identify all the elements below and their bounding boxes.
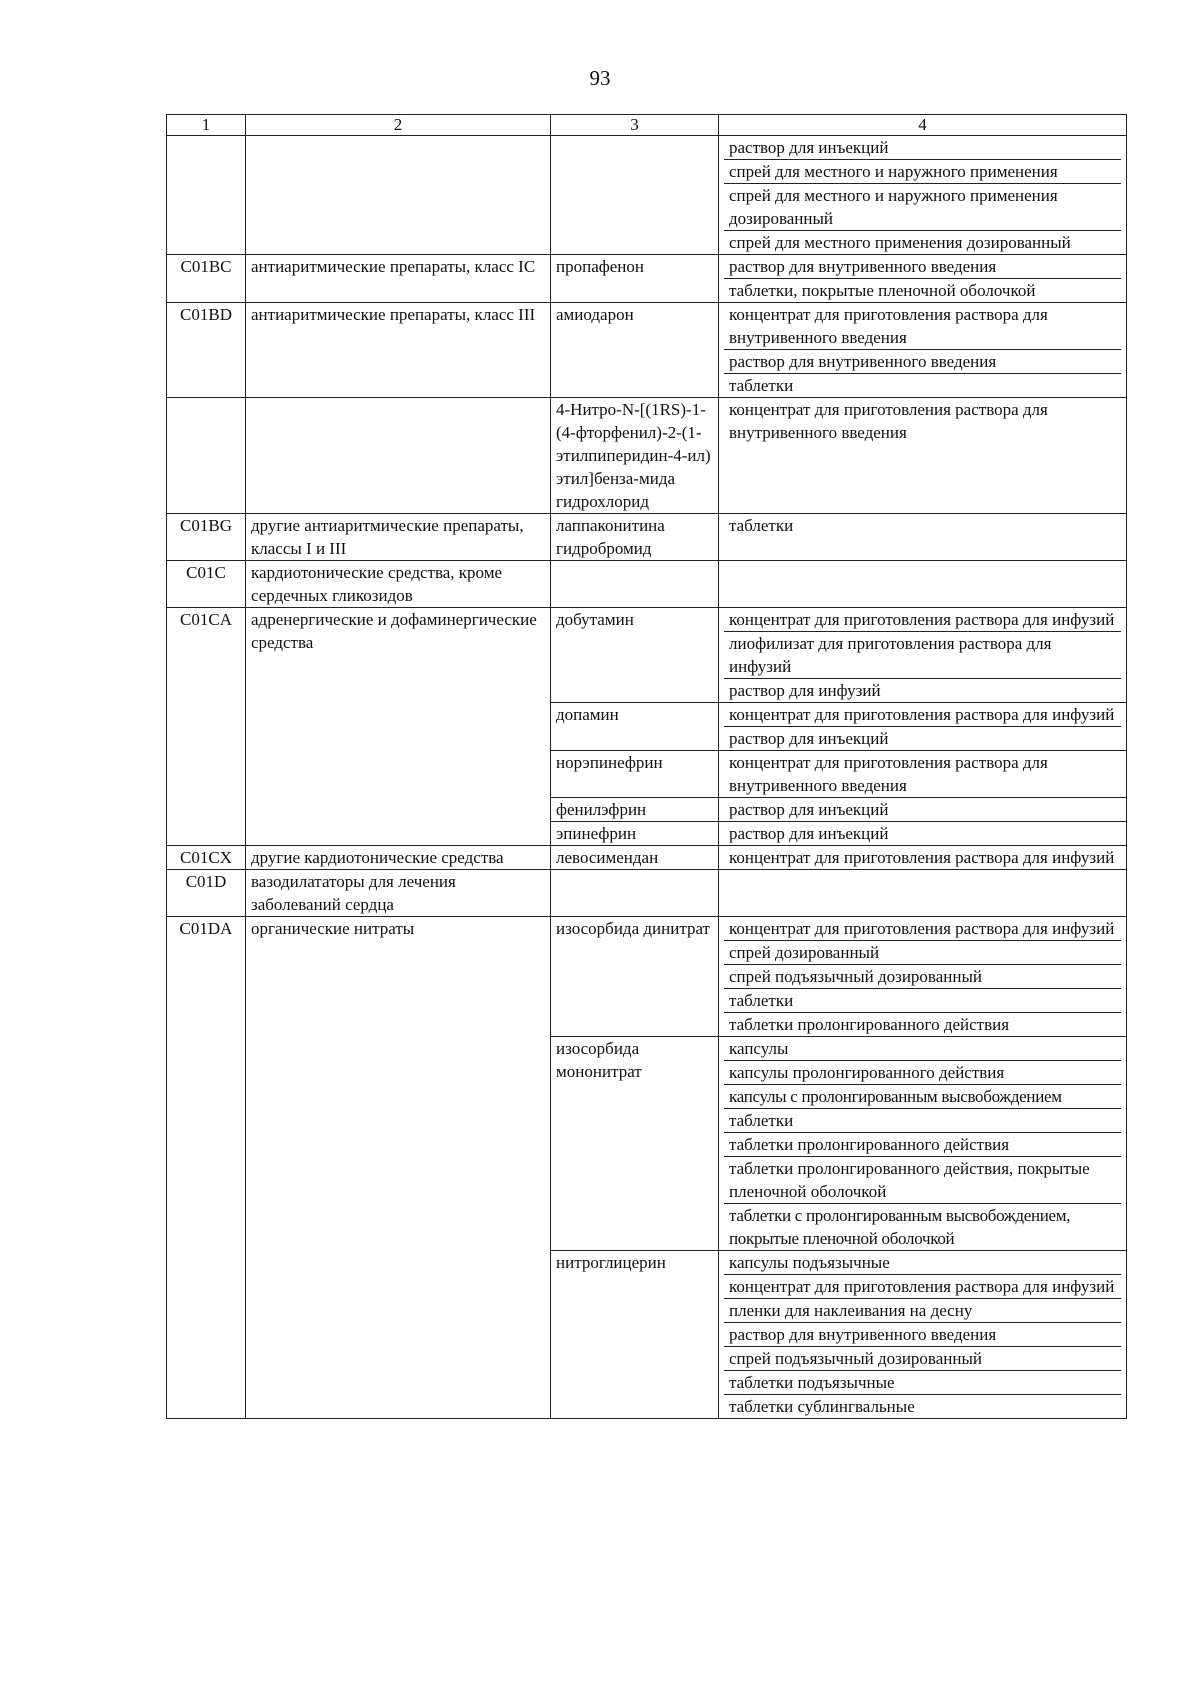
drug-cell: пропафенон — [551, 255, 719, 303]
dosage-form: пленки для наклеивания на десну — [724, 1299, 1121, 1323]
forms-cell — [719, 846, 1127, 870]
page-number: 93 — [589, 66, 611, 90]
forms-cell — [719, 608, 1127, 703]
forms-cell — [719, 1251, 1127, 1419]
dosage-form: таблетки — [724, 989, 1121, 1013]
dosage-form: раствор для инъекций — [729, 800, 889, 819]
header-cell-forms: 4 — [719, 115, 1127, 136]
forms-cell — [719, 917, 1127, 1037]
dosage-form: спрей для местного и наружного применения дозированный — [724, 184, 1121, 231]
atc-code-cell: C01BC — [167, 255, 246, 303]
dosage-form: концентрат для приготовления раствора для внутривенного введения — [729, 400, 1048, 442]
dosage-form: таблетки пролонгированного действия — [729, 1015, 1010, 1034]
forms-cell — [719, 136, 1127, 255]
forms-cell — [719, 703, 1127, 751]
table-row — [167, 870, 1127, 917]
dosage-form: концентрат для приготовления раствора для инфузий — [724, 703, 1121, 727]
dosage-form: капсулы с пролонгированным высвобождением — [724, 1085, 1121, 1109]
table-row — [167, 303, 1127, 398]
drug-cell: эпинефрин — [551, 822, 719, 846]
dosage-form: капсулы подъязычные — [724, 1251, 1121, 1275]
forms-cell — [719, 822, 1127, 846]
atc-code-cell: C01D — [167, 870, 246, 917]
table-row — [167, 514, 1127, 561]
dosage-form: раствор для инъекций — [729, 824, 889, 843]
dosage-form: таблетки подъязычные — [724, 1371, 1121, 1395]
atc-code-cell: C01DA — [167, 917, 246, 1419]
header-cell-group: 2 — [246, 115, 551, 136]
atc-code-cell — [167, 398, 246, 514]
dosage-form: раствор для внутривенного введения — [724, 255, 1121, 279]
dosage-form: таблетки пролонгированного действия — [724, 1133, 1121, 1157]
forms-cell — [719, 514, 1127, 561]
dosage-form: концентрат для приготовления раствора для инфузий — [729, 848, 1115, 867]
dosage-form: таблетки — [729, 516, 794, 535]
drug-cell — [551, 136, 719, 255]
drug-cell: лаппаконитина гидробромид — [551, 514, 719, 561]
drug-cell: амиодарон — [551, 303, 719, 398]
group-cell: другие антиаритмические препараты, классы I и III — [246, 514, 551, 561]
group-cell: органические нитраты — [246, 917, 551, 1419]
dosage-form: таблетки сублингвальные — [729, 1397, 915, 1416]
dosage-form: концентрат для приготовления раствора для внутривенного введения — [729, 753, 1048, 795]
drug-cell: 4-Нитро-N-[(1RS)-1-(4-фторфенил)-2-(1-этилпиперидин-4-ил) этил]бенза-мида гидрохлорид — [551, 398, 719, 514]
drug-table — [166, 114, 1127, 1419]
dosage-form: раствор для инъекций — [729, 729, 889, 748]
dosage-form: капсулы пролонгированного действия — [724, 1061, 1121, 1085]
drug-cell: левосимендан — [551, 846, 719, 870]
group-cell — [246, 136, 551, 255]
atc-code-cell: C01CX — [167, 846, 246, 870]
dosage-form: раствор для инфузий — [729, 681, 881, 700]
table-row — [167, 846, 1127, 870]
forms-cell — [719, 561, 1127, 608]
dosage-form: таблетки пролонгированного действия, покрытые пленочной оболочкой — [724, 1157, 1121, 1204]
table-row — [167, 561, 1127, 608]
dosage-form: лиофилизат для приготовления раствора для инфузий — [724, 632, 1121, 679]
group-cell: антиаритмические препараты, класс III — [246, 303, 551, 398]
forms-cell — [719, 398, 1127, 514]
drug-cell: добутамин — [551, 608, 719, 703]
atc-code-cell: C01CA — [167, 608, 246, 846]
dosage-form: концентрат для приготовления раствора для инфузий — [724, 608, 1121, 632]
table-row — [167, 136, 1127, 255]
dosage-form: раствор для инъекций — [724, 136, 1121, 160]
forms-cell — [719, 870, 1127, 917]
dosage-form: спрей для местного и наружного применения — [724, 160, 1121, 184]
header-cell-code: 1 — [167, 115, 246, 136]
drug-cell: фенилэфрин — [551, 798, 719, 822]
dosage-form: спрей подъязычный дозированный — [724, 965, 1121, 989]
atc-code-cell: C01BG — [167, 514, 246, 561]
dosage-form: спрей подъязычный дозированный — [724, 1347, 1121, 1371]
drug-cell — [551, 561, 719, 608]
atc-code-cell: C01BD — [167, 303, 246, 398]
drug-cell: норэпинефрин — [551, 751, 719, 798]
drug-cell — [551, 870, 719, 917]
drug-cell: изосорбида динитрат — [551, 917, 719, 1037]
table-row — [167, 608, 1127, 703]
dosage-form: спрей дозированный — [724, 941, 1121, 965]
group-cell: другие кардиотонические средства — [246, 846, 551, 870]
table-row — [167, 398, 1127, 514]
group-cell — [246, 398, 551, 514]
drug-cell: изосорбида мононитрат — [551, 1037, 719, 1251]
header-row — [167, 115, 1127, 136]
drug-cell: допамин — [551, 703, 719, 751]
dosage-form: раствор для внутривенного введения — [724, 350, 1121, 374]
dosage-form: спрей для местного применения дозированный — [729, 233, 1071, 252]
dosage-form: концентрат для приготовления раствора для инфузий — [724, 917, 1121, 941]
table-row — [167, 917, 1127, 1037]
forms-cell — [719, 1037, 1127, 1251]
group-cell: вазодилататоры для лечения заболеваний сердца — [246, 870, 551, 917]
dosage-form: таблетки — [729, 376, 794, 395]
forms-cell — [719, 303, 1127, 398]
group-cell: адренергические и дофаминергические средства — [246, 608, 551, 846]
atc-code-cell — [167, 136, 246, 255]
dosage-form: концентрат для приготовления раствора для инфузий — [724, 1275, 1121, 1299]
dosage-form: таблетки с пролонгированным высвобождением, покрытые пленочной оболочкой — [729, 1206, 1071, 1248]
dosage-form: капсулы — [724, 1037, 1121, 1061]
dosage-form: раствор для внутривенного введения — [724, 1323, 1121, 1347]
header-cell-drug: 3 — [551, 115, 719, 136]
group-cell: кардиотонические средства, кроме сердечных гликозидов — [246, 561, 551, 608]
group-cell: антиаритмические препараты, класс IC — [246, 255, 551, 303]
dosage-form: концентрат для приготовления раствора для внутривенного введения — [724, 303, 1121, 350]
dosage-form: таблетки, покрытые пленочной оболочкой — [729, 281, 1036, 300]
forms-cell — [719, 255, 1127, 303]
atc-code-cell: C01C — [167, 561, 246, 608]
forms-cell — [719, 798, 1127, 822]
forms-cell — [719, 751, 1127, 798]
dosage-form: таблетки — [724, 1109, 1121, 1133]
table-row — [167, 255, 1127, 303]
drug-cell: нитроглицерин — [551, 1251, 719, 1419]
